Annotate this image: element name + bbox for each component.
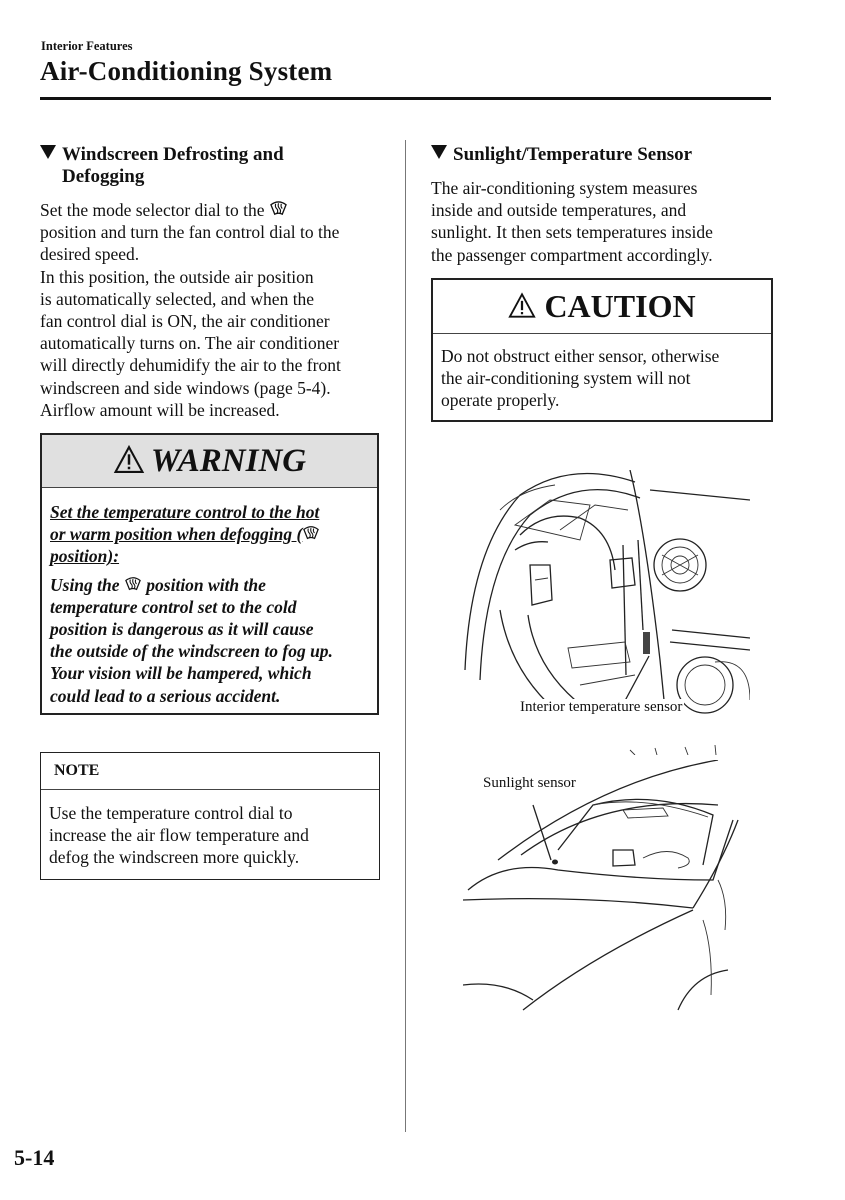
text-line: windscreen and side windows (page 5-4). <box>40 377 331 398</box>
front-defroster-icon <box>302 525 320 541</box>
caution-title: CAUTION <box>544 288 696 324</box>
text-line: position with the <box>146 574 266 595</box>
note-box <box>40 752 380 880</box>
caution-header <box>433 280 771 334</box>
caution-box <box>431 278 773 422</box>
text-line: temperature control set to the cold <box>50 596 297 617</box>
text-line: Set the temperature control to the hot <box>50 502 320 522</box>
front-defroster-icon <box>269 200 288 217</box>
warning-triangle-icon <box>113 445 145 474</box>
warning-title: WARNING <box>150 443 307 479</box>
triangle-bullet-icon <box>431 145 447 159</box>
text-line: The air-conditioning system measures <box>431 178 698 198</box>
text-line: could lead to a serious accident. <box>50 685 281 706</box>
text-line: Do not obstruct either sensor, otherwise <box>441 346 720 366</box>
defrosting-paragraph <box>40 199 385 421</box>
caution-text <box>441 345 766 412</box>
text-line: automatically turns on. The air conditioner <box>40 333 340 354</box>
text-line: desired speed. <box>40 244 140 265</box>
text-line: defog the windscreen more quickly. <box>49 847 300 868</box>
section-heading-defrosting <box>40 144 380 188</box>
heading-text: Windscreen Defrosting and <box>62 144 284 165</box>
warning-text <box>50 501 375 707</box>
text-line: Your vision will be hampered, which <box>50 663 312 684</box>
text-line: position is dangerous as it will cause <box>50 619 314 640</box>
text-line: will directly dehumidify the air to the front <box>40 355 341 376</box>
text-line: inside and outside temperatures, and <box>431 200 687 221</box>
sensor-marker <box>552 860 558 865</box>
text-line: the air-conditioning system will not <box>441 368 691 389</box>
note-header <box>41 753 379 790</box>
title-rule <box>40 97 771 100</box>
warning-box <box>40 433 379 715</box>
text-line: Airflow amount will be increased. <box>40 399 280 420</box>
page-number: 5-14 <box>14 1145 55 1170</box>
caution-triangle-icon <box>508 292 536 319</box>
text-line: position and turn the fan control dial to the <box>40 222 340 243</box>
text-line: position): <box>50 546 120 567</box>
text-line: fan control dial is ON, the air conditioner <box>40 311 330 332</box>
section-heading-sensor <box>431 144 776 166</box>
triangle-bullet-icon <box>40 145 56 159</box>
text-line: In this position, the outside air position <box>40 266 314 287</box>
page-title: Air-Conditioning System <box>40 56 333 86</box>
text-line: sunlight. It then sets temperatures inside <box>431 222 713 243</box>
column-divider <box>405 140 406 1132</box>
text-line: the outside of the windscreen to fog up. <box>50 641 333 662</box>
text-line: or warm position when defogging ( <box>50 524 303 545</box>
sensor-marker <box>643 632 650 654</box>
front-defroster-icon <box>124 576 142 592</box>
warning-header <box>42 435 377 488</box>
sunlight-sensor-illustration <box>463 760 753 1015</box>
heading-text-continued: Defogging <box>62 166 145 187</box>
text-line: Set the mode selector dial to the <box>40 200 265 220</box>
section-label: Interior Features <box>41 39 133 53</box>
note-title: NOTE <box>54 762 100 779</box>
sensor-paragraph <box>431 177 776 266</box>
text-line: Using the <box>50 574 120 595</box>
text-line: increase the air flow temperature and <box>49 825 309 846</box>
text-line: the passenger compartment accordingly. <box>431 244 713 265</box>
text-line: operate properly. <box>441 390 560 411</box>
text-line: is automatically selected, and when the <box>40 288 315 309</box>
note-text <box>49 802 369 869</box>
text-line: Use the temperature control dial to <box>49 803 293 823</box>
heading-text: Sunlight/Temperature Sensor <box>453 144 693 165</box>
interior-sensor-label: Interior temperature sensor <box>520 699 683 715</box>
sunlight-sensor-label: Sunlight sensor <box>483 775 576 791</box>
